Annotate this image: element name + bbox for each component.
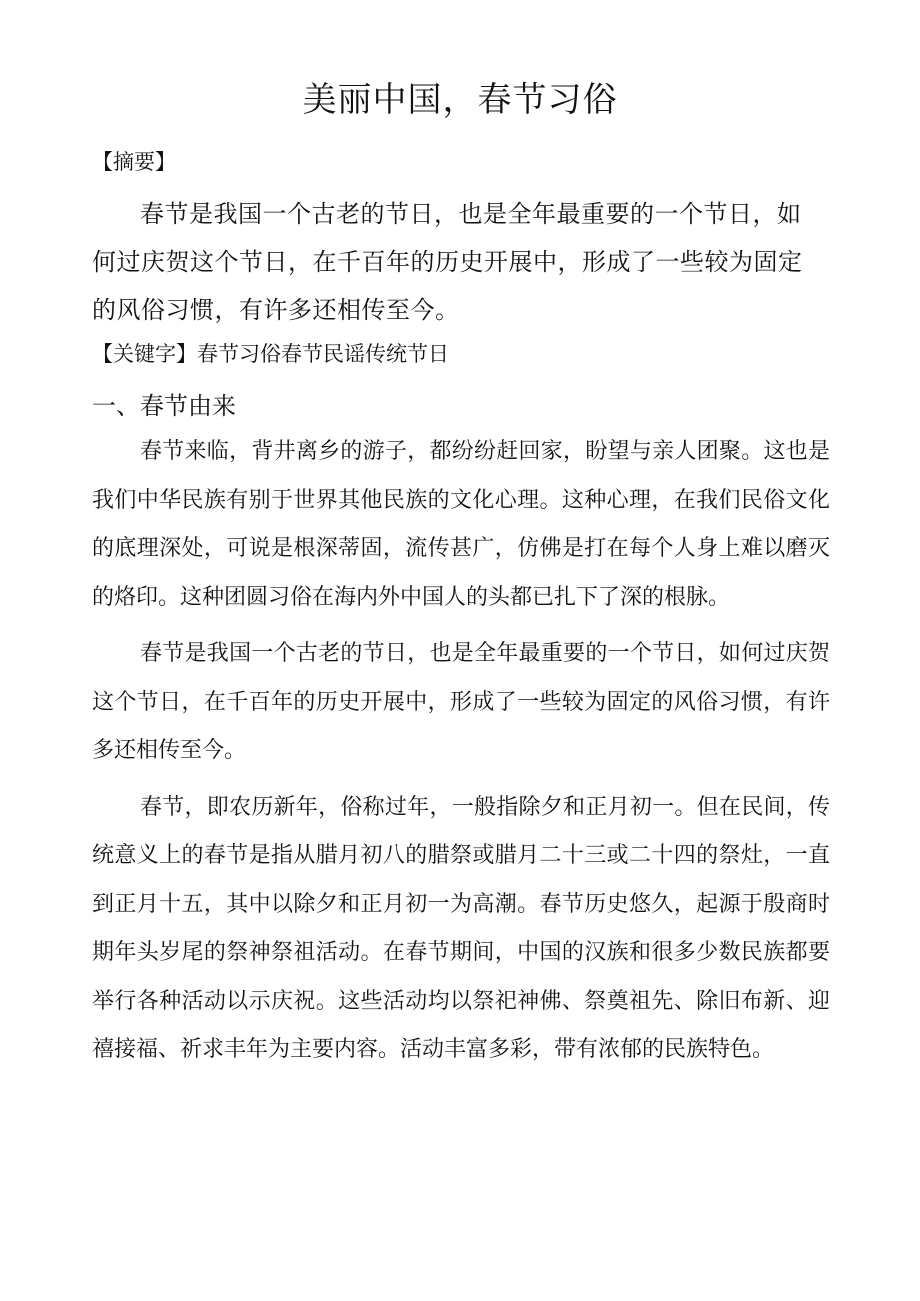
- body-paragraph: 春节，即农历新年，俗称过年，一般指除夕和正月初一。但在民间，传统意义上的春节是指从腊月初八的腊祭或腊月二十三或二十四的祭灶，一直到正月十五，其中以除夕和正月初一为高潮。春节历史悠久，起源于殷商时期年头岁尾的祭神祭祖活动。在春节期间，中国的汉族和很多少数民族都要举行各种活动以示庆祝。这些活动均以祭祀神佛、祭奠祖先、除旧布新、迎禧接福、祈求丰年为主要内容。活动丰富多彩，带有浓郁的民族特色。: [92, 794, 830, 1062]
- body-paragraph: 春节是我国一个古老的节日，也是全年最重要的一个节日，如何过庆贺这个节日，在千百年的历史开展中，形成了一些较为固定的风俗习惯，有许多还相传至今。: [92, 641, 830, 763]
- document-title: 美丽中国，春节习俗: [302, 80, 618, 120]
- section-body: [92, 428, 830, 1083]
- abstract-label: 【摘要】: [92, 150, 176, 174]
- abstract-text: 春节是我国一个古老的节日，也是全年最重要的一个节日，如何过庆贺这个节日，在千百年的历史开展中，形成了一些较为固定的风俗习惯，有许多还相传至今。: [92, 200, 803, 324]
- body-paragraph: 春节来临，背井离乡的游子，都纷纷赶回家，盼望与亲人团聚。这也是我们中华民族有别于世界其他民族的文化心理。这种心理，在我们民俗文化的底理深处，可说是根深蒂固，流传甚广，仿佛是打在每个人身上难以磨灭的烙印。这种团圆习俗在海内外中国人的头都已扎下了深的根脉。: [92, 439, 830, 610]
- section-heading-origin: 一、春节由来: [92, 392, 236, 420]
- keywords-line: 【关键字】春节习俗春节民谣传统节日: [92, 342, 449, 366]
